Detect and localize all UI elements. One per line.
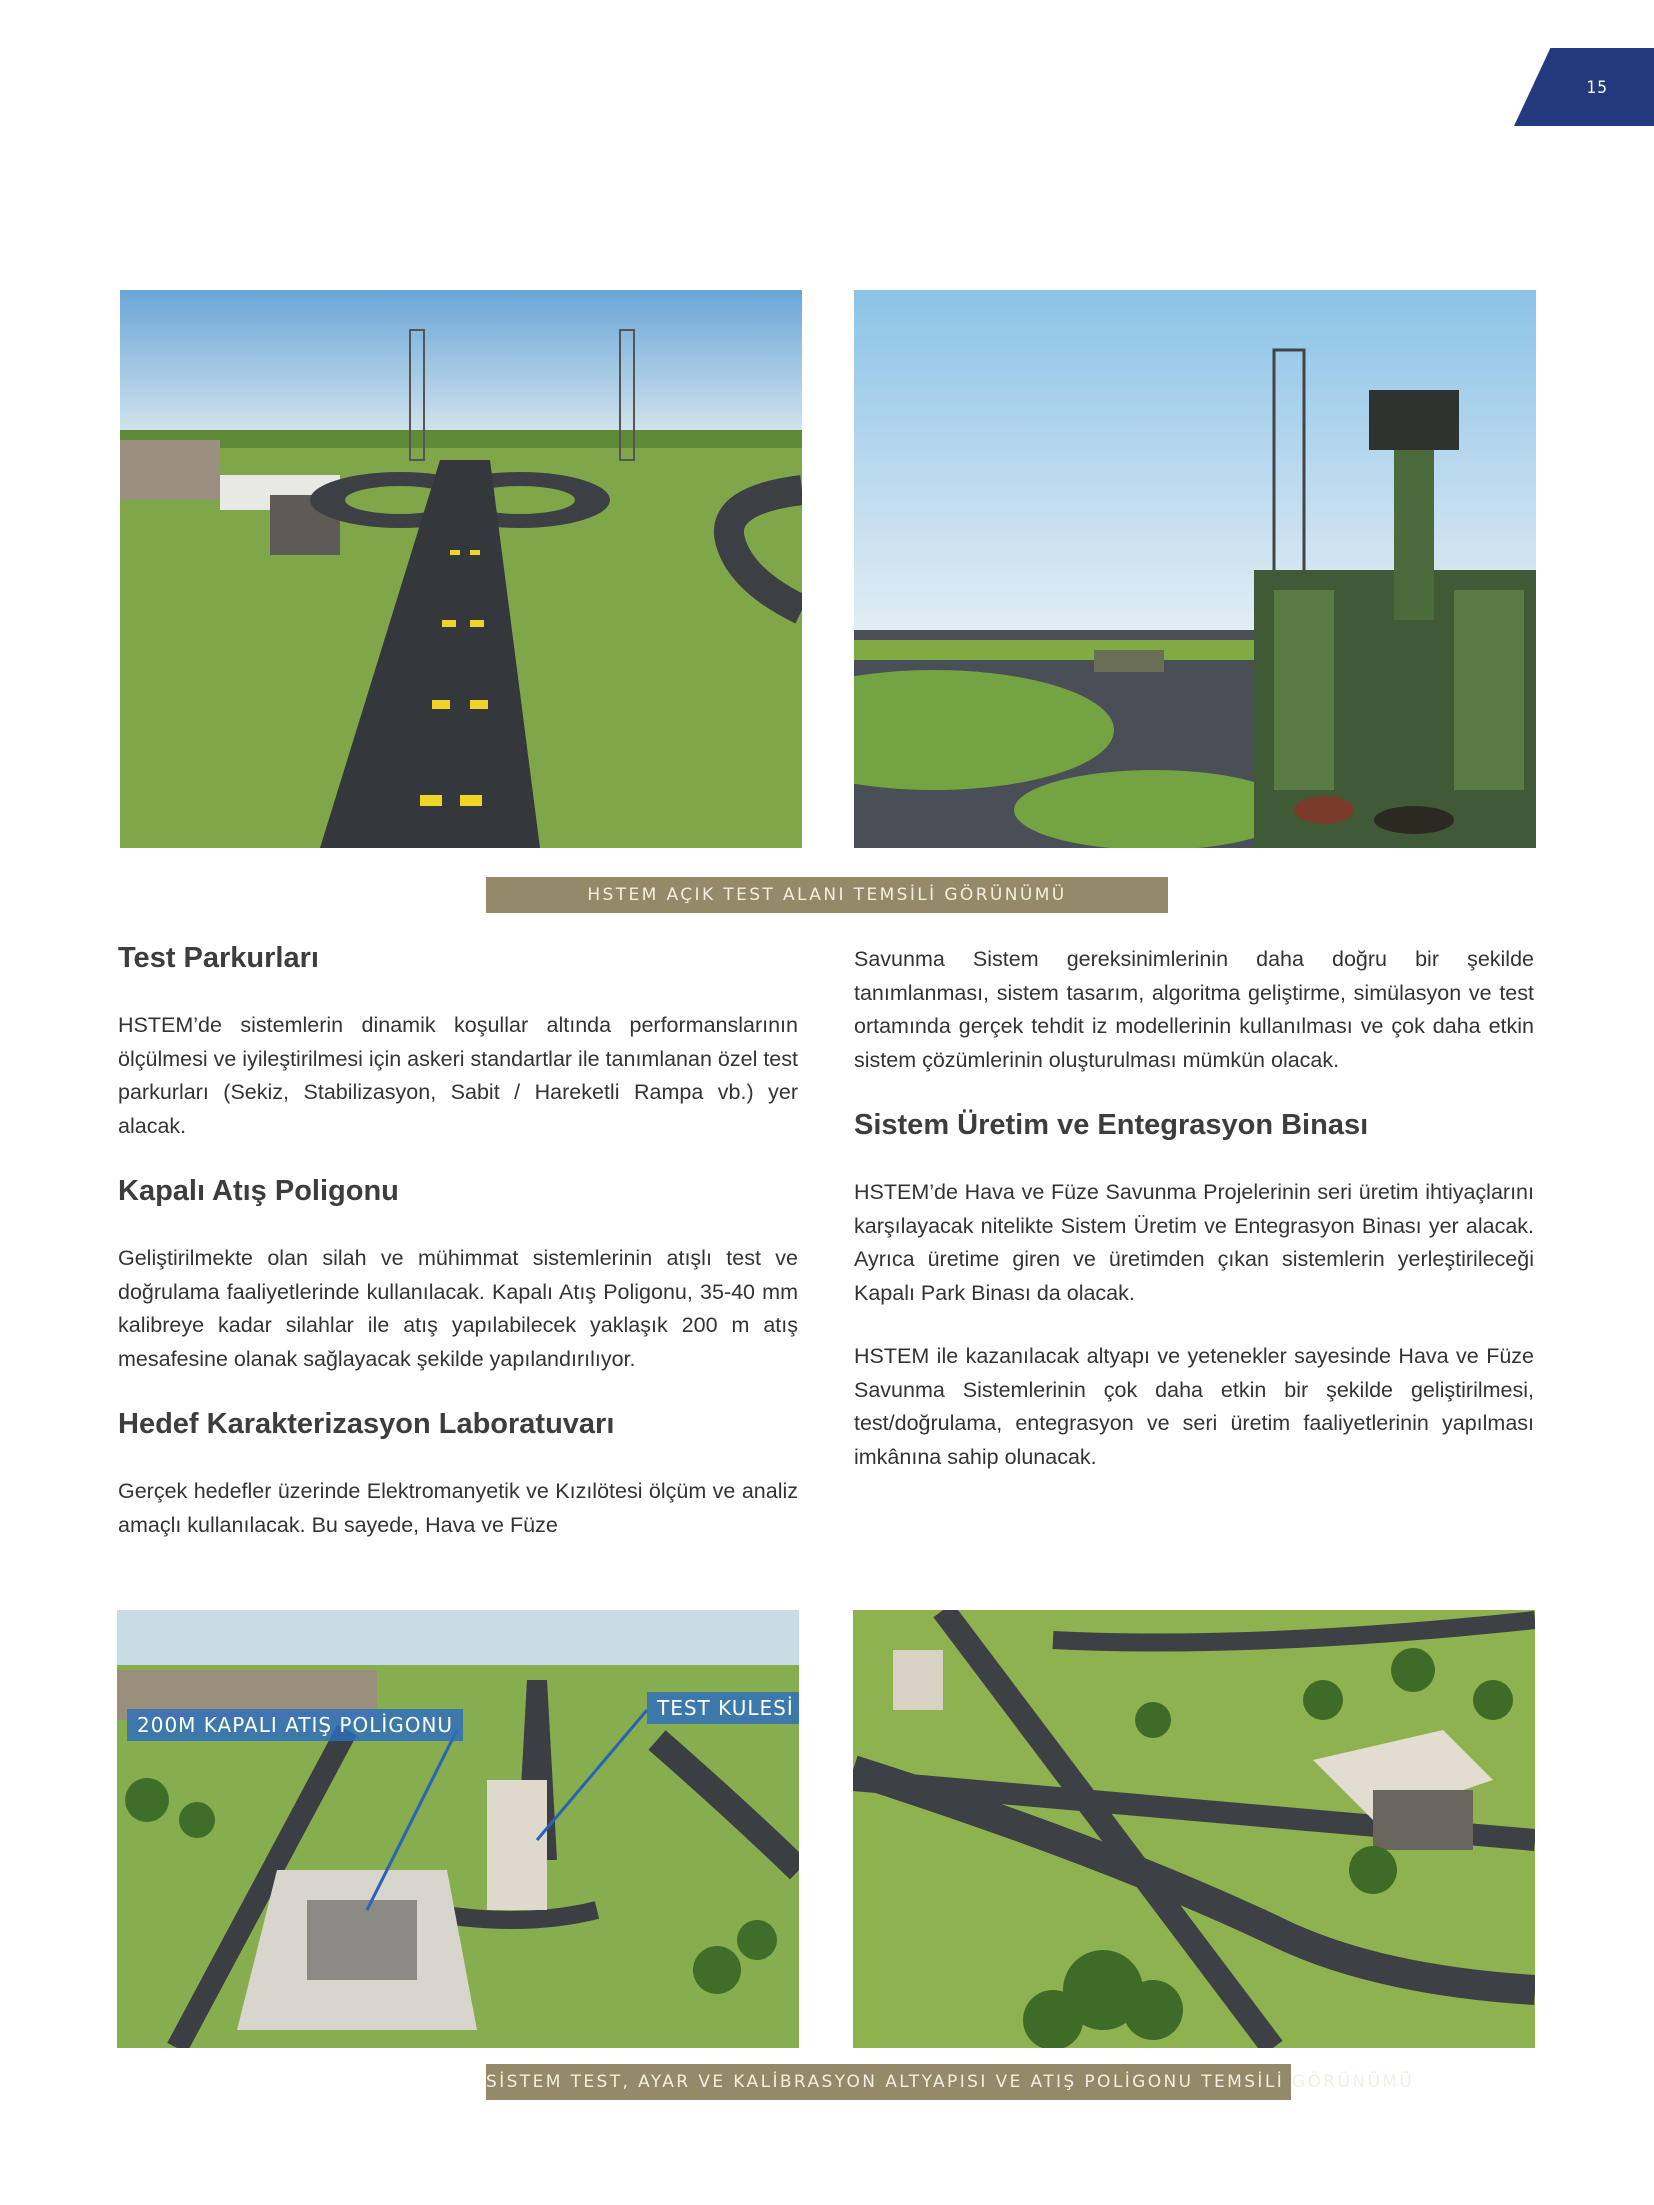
page-number: 15 [1586,78,1608,98]
bottom-image-caption: SİSTEM TEST, AYAR VE KALİBRASYON ALTYAPISI VE ATIŞ POLİGONU TEMSİLİ GÖRÜNÜMÜ [486,2064,1291,2100]
section-body-test-tracks: HSTEM’de sistemlerin dinamik koşullar altında performanslarının ölçülmesi ve iyileştirilmesi için askeri standartlar ile tanımlanan özel test parkurları (Sekiz, Stabilizasyon, Sabit / Hareketli Rampa vb.) yer alacak. [118,1013,798,1138]
firing-range-label: 200M KAPALI ATIŞ POLİGONU [127,1709,463,1741]
section-body-target-characterization-lab: Gerçek hedefler üzerinde Elektromanyetik ve Kızılötesi ölçüm ve analiz amaçlı kullanılacak. Bu sayede, Hava ve Füze [118,1479,798,1537]
production-building-render-image [853,1610,1535,2048]
section-title-production-integration-building: Sistem Üretim ve Entegrasyon Binası [854,1109,1369,1141]
left-text-column [118,940,798,1572]
section-title-indoor-firing-range: Kapalı Atış Poligonu [118,1175,399,1207]
section-body-indoor-firing-range: Geliştirilmekte olan silah ve mühimmat sistemlerinin atışlı test ve doğrulama faaliyetlerinde kullanılacak. Kapalı Atış Poligonu, 35-40 mm kalibreye kadar silahlar ile atış yapılabilecek yaklaşık 200 m atış mesafesine olanak sağlayacak şekilde yapılandırılıyor. [118,1246,798,1371]
section-body-production-integration-building: HSTEM’de Hava ve Füze Savunma Projelerinin seri üretim ihtiyaçlarını karşılayacak nitelikte Sistem Üretim ve Entegrasyon Binası yer alacak. Ayrıca üretime giren ve üretimden çıkan sistemlerin yerleştirileceği Kapalı Park Binası da olacak. [854,1180,1534,1305]
test-track-render-image [120,290,802,848]
section-title-target-characterization-lab: Hedef Karakterizasyon Laboratuvarı [118,1408,615,1440]
continued-paragraph: Savunma Sistem gereksinimlerinin daha doğru bir şekilde tanımlanması, sistem tasarım, algoritma geliştirme, simülasyon ve test ortamında gerçek tehdit iz modellerinin kullanılması ve çok daha etkin sistem çözümlerinin oluşturulması mümkün olacak. [854,947,1534,1072]
radar-system-render-image [854,290,1536,848]
right-text-column [854,943,1534,1504]
firing-range-render-image [117,1610,799,2048]
section-title-test-tracks: Test Parkurları [118,942,319,974]
test-tower-label: TEST KULESİ [647,1692,799,1724]
top-image-caption: HSTEM AÇIK TEST ALANI TEMSİLİ GÖRÜNÜMÜ [486,877,1168,913]
closing-paragraph: HSTEM ile kazanılacak altyapı ve yetenekler sayesinde Hava ve Füze Savunma Sistemlerinin çok daha etkin bir şekilde geliştirilmesi, test/doğrulama, entegrasyon ve seri üretim faaliyetlerinin yapılması imkânına sahip olunacak. [854,1344,1534,1469]
page-number-tab [1514,48,1654,126]
